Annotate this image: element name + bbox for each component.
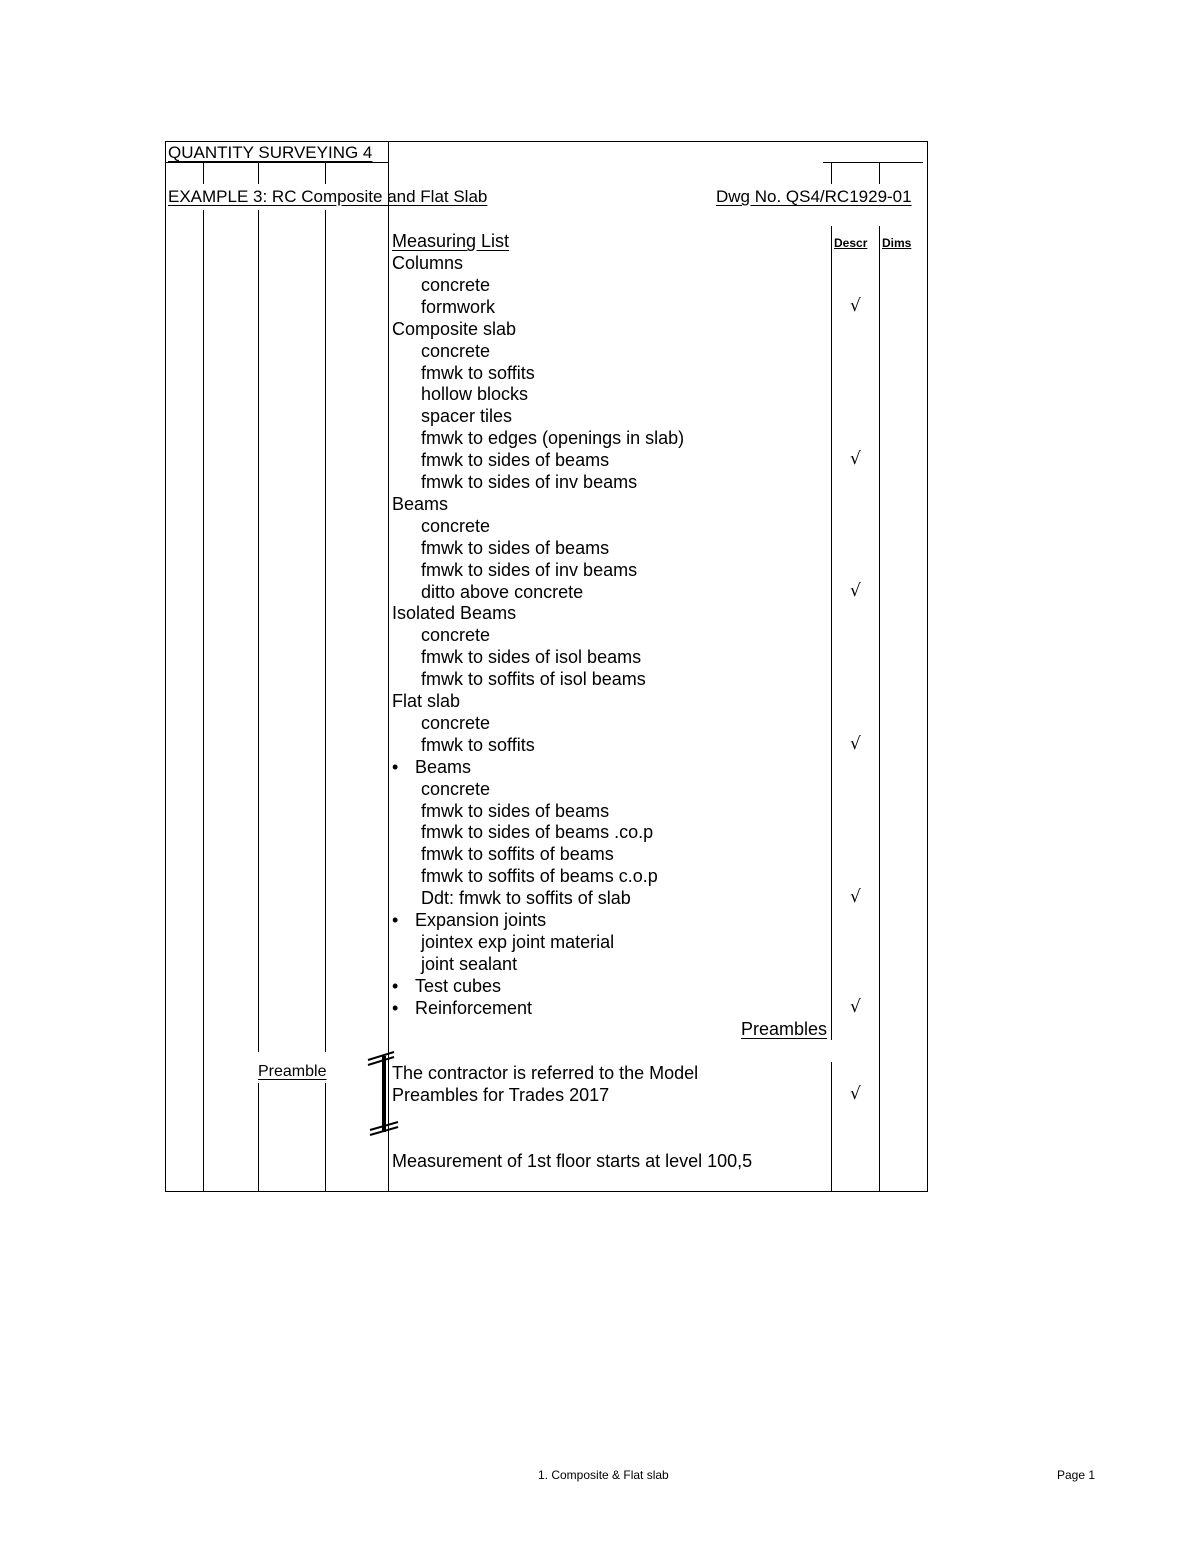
- dims-column-header: Dims: [882, 236, 912, 250]
- drawing-number: Dwg No. QS4/RC1929-01: [716, 187, 912, 206]
- footer-page-number: Page 1: [1057, 1468, 1096, 1482]
- preambles-heading: Preambles: [741, 1019, 828, 1039]
- tick-icon: √: [850, 449, 861, 470]
- list-section-heading: Flat slab: [392, 691, 461, 711]
- tick-icon: √: [850, 733, 861, 754]
- tick-icon: √: [850, 996, 861, 1017]
- list-item: formwork: [421, 296, 496, 317]
- list-item: concrete: [421, 340, 491, 361]
- list-item: fmwk to sides of beams: [421, 800, 610, 821]
- list-section-heading: Isolated Beams: [392, 603, 517, 624]
- list-item: fmwk to sides of beams: [421, 537, 610, 558]
- list-item: concrete: [421, 625, 491, 646]
- list-item: fmwk to sides of isol beams: [421, 647, 642, 668]
- tick-icon: √: [850, 295, 861, 316]
- list-item: concrete: [421, 778, 491, 799]
- preamble-line-2: Preambles for Trades 2017: [392, 1085, 610, 1105]
- list-item: fmwk to soffits: [421, 362, 535, 383]
- measuring-list-heading: Measuring List: [392, 231, 510, 251]
- list-item: hollow blocks: [421, 384, 529, 405]
- list-item: fmwk to edges (openings in slab): [421, 428, 685, 449]
- list-section-heading: Columns: [392, 253, 464, 273]
- list-bullet-item: • Expansion joints: [415, 909, 546, 931]
- list-item: spacer tiles: [421, 406, 513, 427]
- list-section-heading: Beams: [392, 493, 449, 514]
- list-item: fmwk to soffits: [421, 734, 535, 755]
- list-item: fmwk to soffits of beams c.o.p: [421, 866, 658, 887]
- list-item: fmwk to sides of beams .co.p: [421, 822, 654, 843]
- list-item: fmwk to sides of inv beams: [421, 559, 638, 580]
- list-item: jointex exp joint material: [421, 931, 615, 952]
- tick-icon: √: [850, 887, 861, 908]
- list-item: concrete: [421, 515, 491, 536]
- example-title: EXAMPLE 3: RC Composite and Flat Slab: [168, 187, 488, 206]
- list-item: fmwk to soffits of beams: [421, 844, 614, 865]
- list-item: fmwk to sides of inv beams: [421, 472, 638, 492]
- list-item: concrete: [421, 274, 491, 295]
- descr-column-header: Descr: [834, 236, 868, 250]
- preamble-side-label: Preamble: [258, 1063, 327, 1080]
- list-item: fmwk to sides of beams: [421, 450, 610, 471]
- preamble-line-1: The contractor is referred to the Model: [392, 1063, 699, 1083]
- list-item: joint sealant: [421, 953, 518, 974]
- list-bullet-item: • Beams: [415, 756, 471, 778]
- tick-icon: √: [850, 580, 861, 601]
- list-item: ditto above concrete: [421, 581, 584, 602]
- measurement-note: Measurement of 1st floor starts at level 100,5: [392, 1151, 753, 1171]
- footer-sheet-name: 1. Composite & Flat slab: [538, 1468, 669, 1482]
- preamble-tick-icon: √: [850, 1084, 861, 1104]
- list-bullet-item: • Reinforcement: [415, 997, 532, 1019]
- list-item: concrete: [421, 712, 491, 733]
- list-item: fmwk to soffits of isol beams: [421, 669, 646, 690]
- course-title: QUANTITY SURVEYING 4: [168, 143, 373, 162]
- list-section-heading: Composite slab: [392, 318, 517, 339]
- list-item: Ddt: fmwk to soffits of slab: [421, 888, 631, 909]
- list-bullet-item: • Test cubes: [415, 975, 501, 997]
